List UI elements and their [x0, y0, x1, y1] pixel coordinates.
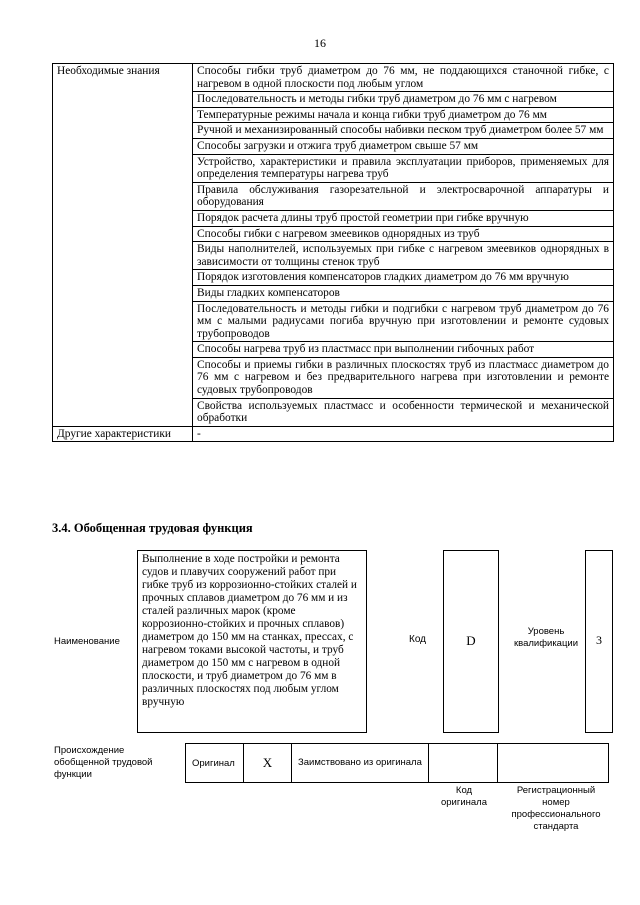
- qualification-level-value: 3: [596, 633, 602, 647]
- origin-code-caption: Код оригинала: [440, 785, 487, 808]
- origin-original-label: Оригинал: [186, 744, 244, 783]
- origin-borrowed-label: Заимствовано из оригинала: [292, 744, 429, 783]
- knowledge-item: Порядок изготовления компенсаторов гладких диаметром до 76 мм вручную: [193, 270, 614, 286]
- knowledge-item: Способы нагрева труб из пластмасс при выполнении гибочных работ: [193, 342, 614, 358]
- knowledge-item: Последовательность и методы гибки и подгибки с нагревом труб диаметром до 76 мм с малыми радиусами погиба вручную при изготовлении и ремонте судовых трубопроводов: [193, 301, 614, 342]
- code-value: D: [466, 633, 476, 648]
- knowledge-item: Способы и приемы гибки в различных плоскостях труб из пластмасс диаметром до 76 мм с нагревом и без предварительного нагрева при изготовлении и ремонте судовых трубопроводов: [193, 357, 614, 398]
- origin-code-cell: [429, 744, 498, 783]
- origin-reg-number-cell: [498, 744, 609, 783]
- knowledge-item: Порядок расчета длины труб простой геометрии при гибке вручную: [193, 210, 614, 226]
- origin-original-mark: X: [244, 744, 292, 783]
- other-characteristics-value: -: [193, 426, 614, 442]
- qualification-level-label: Уровень квалификации: [513, 626, 579, 649]
- required-knowledge-label: Необходимые знания: [53, 64, 193, 427]
- knowledge-item: Свойства используемых пластмасс и особенности термической и механической обработки: [193, 398, 614, 426]
- knowledge-item: Способы гибки с нагревом змеевиков однорядных из труб: [193, 226, 614, 242]
- other-characteristics-label: Другие характеристики: [53, 426, 193, 442]
- function-name-value: Выполнение в ходе постройки и ремонта судов и плавучих сооружений работ при гибке труб из коррозионно-стойких сталей и прочных сплавов диаметром до 76 мм и из сталей различных марок (кроме коррозионно-стойких и прочных сплавов) диаметром до 150 мм на станках, прессах, с нагревом токами высокой частоты, и труб диаметром до 150 мм с нагревом в одной плоскости, и труб диаметром до 76 мм в различных плоскостях под любым углом вручную: [137, 550, 367, 733]
- knowledge-item: Способы загрузки и отжига труб диаметром свыше 57 мм: [193, 138, 614, 154]
- knowledge-item: Правила обслуживания газорезательной и электросварочной аппаратуры и оборудования: [193, 182, 614, 210]
- origin-reg-number-caption: Регистрационный номер профессионального стандарта: [511, 785, 601, 832]
- knowledge-item: Способы гибки труб диаметром до 76 мм, не поддающихся станочной гибке, с нагревом в одной плоскости под любым углом: [193, 64, 614, 92]
- knowledge-item: Ручной и механизированный способы набивки песком труб диаметром более 57 мм: [193, 123, 614, 139]
- code-label: Код: [409, 634, 427, 645]
- knowledge-table: [52, 63, 614, 442]
- section-heading: 3.4. Обобщенная трудовая функция: [52, 521, 253, 535]
- page-number: 16: [314, 36, 326, 50]
- knowledge-item: Виды гладких компенсаторов: [193, 285, 614, 301]
- knowledge-item: Последовательность и методы гибки труб диаметром до 76 мм с нагревом: [193, 92, 614, 108]
- knowledge-item: Устройство, характеристики и правила эксплуатации приборов, применяемых для определения температуры нагрева труб: [193, 154, 614, 182]
- origin-table: [185, 743, 609, 783]
- knowledge-item: Температурные режимы начала и конца гибки труб диаметром до 76 мм: [193, 107, 614, 123]
- origin-label: Происхождение обобщенной трудовой функции: [54, 745, 153, 780]
- table-row: [53, 64, 614, 92]
- knowledge-item: Виды наполнителей, используемых при гибке с нагревом змеевиков однорядных в зависимости от толщины стенок труб: [193, 242, 614, 270]
- table-row: [53, 426, 614, 442]
- name-label: Наименование: [54, 636, 120, 647]
